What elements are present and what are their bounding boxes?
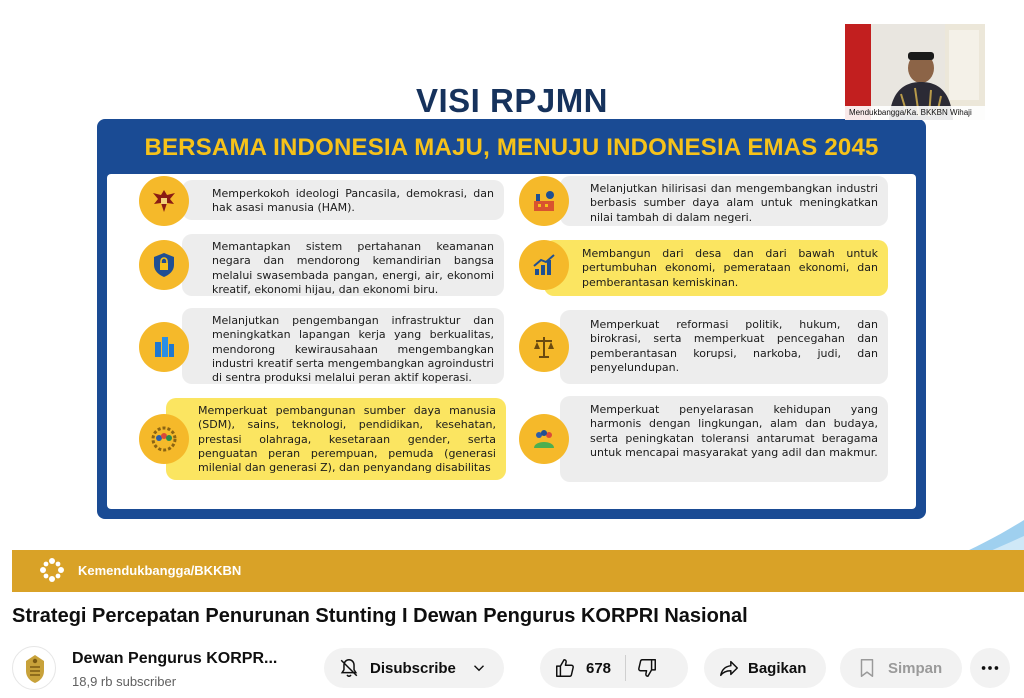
vision-item-4: Membangun dari desa dan dari bawah untuk pertumbuhan ekonomi, pemerataan ekonomi, dan pemberantasan kemiskinan.	[544, 240, 888, 296]
like-divider	[625, 655, 626, 681]
save-label: Simpan	[888, 659, 943, 677]
garuda-icon	[139, 176, 189, 226]
share-icon	[718, 657, 740, 679]
bookmark-icon	[856, 657, 878, 679]
slide-title: VISI RPJMN	[415, 82, 609, 119]
vision-item-1: Memperkokoh ideologi Pancasila, demokrasi, dan hak asasi manusia (HAM).	[182, 180, 504, 220]
like-count: 678	[586, 659, 612, 677]
subscribe-label: Disubscribe	[370, 659, 456, 677]
thumbs-up-icon	[554, 657, 576, 679]
share-button[interactable]	[704, 648, 826, 688]
webcam-inset	[845, 24, 985, 120]
subscriber-count: 18,9 rb subscriber	[72, 674, 177, 689]
bell-off-icon	[338, 657, 360, 679]
webcam-label: Mendukbangga/Ka. BKKBN Wihaji	[845, 106, 985, 120]
vision-item-2: Melanjutkan hilirisasi dan mengembangkan industri berbasis sumber daya alam untuk meningkatkan nilai tambah di dalam negeri.	[560, 176, 888, 226]
industry-icon	[519, 176, 569, 226]
banner-text: Kemendukbangga/BKKBN	[78, 563, 242, 578]
like-button[interactable]	[554, 657, 611, 679]
save-button[interactable]	[840, 648, 962, 688]
bkkbn-logo-icon	[38, 556, 66, 584]
vision-item-6: Memperkuat reformasi politik, hukum, dan birokrasi, serta memperkuat pencegahan dan pemberantasan korupsi, narkoba, judi, dan penyelundupan.	[560, 310, 888, 384]
channel-avatar[interactable]	[12, 646, 56, 690]
like-dislike-group	[540, 648, 688, 688]
video-title: Strategi Percepatan Penurunan Stunting I Dewan Pengurus KORPRI Nasional	[12, 605, 748, 627]
more-horizontal-icon	[979, 657, 1001, 679]
vision-headline: BERSAMA INDONESIA MAJU, MENUJU INDONESIA EMAS 2045	[144, 134, 879, 161]
channel-name[interactable]: Dewan Pengurus KORPR...	[72, 650, 278, 667]
more-actions-button[interactable]	[970, 648, 1010, 688]
vision-item-3: Memantapkan sistem pertahanan keamanan negara dan mendorong kemandirian bangsa melalui swasembada pangan, energi, air, ekonomi kreatif, ekonomi hijau, dan ekonomi biru.	[182, 234, 504, 296]
korpri-logo-icon	[13, 647, 56, 690]
vision-item-5: Melanjutkan pengembangan infrastruktur dan meningkatkan lapangan kerja yang berkualitas, mendorong kewirausahaan mengembangkan industri kreatif serta mengembangkan agroindustri di sentra produksi melalui peran aktif koperasi.	[182, 308, 504, 384]
chevron-down-icon	[470, 659, 488, 677]
community-icon	[519, 414, 569, 464]
share-label: Bagikan	[748, 659, 807, 677]
shield-lock-icon	[139, 240, 189, 290]
dislike-button[interactable]	[636, 657, 658, 679]
vision-item-7: Memperkuat pembangunan sumber daya manusia (SDM), sains, teknologi, pendidikan, kesehatan, prestasi olahraga, kesetaraan gender, serta penguatan peran perempuan, pemuda (generasi milenial dan generasi Z), dan penyandang disabilitas	[166, 398, 506, 480]
people-gear-icon	[139, 414, 189, 464]
buildings-icon	[139, 322, 189, 372]
subscribe-button[interactable]	[324, 648, 504, 688]
scales-icon	[519, 322, 569, 372]
vision-item-8: Memperkuat penyelarasan kehidupan yang harmonis dengan lingkungan, alam dan budaya, serta peningkatan toleransi antarumat beragama untuk mencapai masyarakat yang adil dan makmur.	[560, 396, 888, 482]
thumbs-down-icon	[636, 657, 658, 679]
growth-chart-icon	[519, 240, 569, 290]
